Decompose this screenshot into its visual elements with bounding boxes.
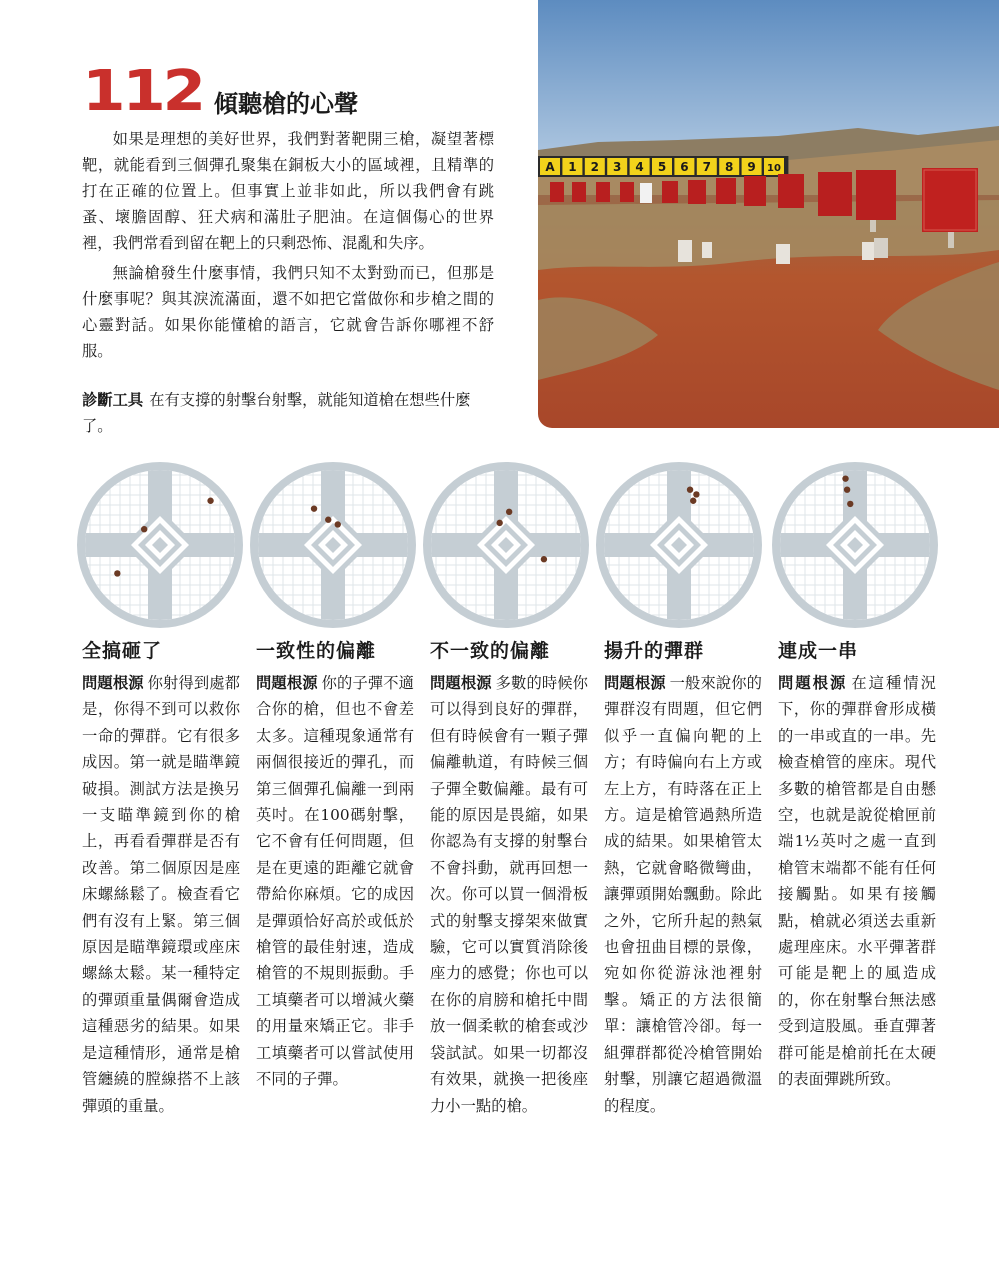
section-text: 你的子彈不適合你的槍，但也不會差太多。這種現象通常有兩個很接近的彈孔，而第三個彈孔偏離一到兩英吋。在100碼射擊，它不會有任何問題，但是在更遠的距離它就會帶給你麻煩。它的成因是彈頭恰好高於或低於槍管的最佳射速，造成槍管的不規則振動。手工填藥者可以增減火藥的用量來矯正它。非手工填藥者可以嘗試使用不同的子彈。 <box>256 674 414 1089</box>
range-sign-label: 5 <box>657 160 667 174</box>
page-number-title: 112 <box>82 59 203 124</box>
target-consistent-offset <box>253 465 413 625</box>
range-photo-illustration <box>538 0 999 428</box>
section-label: 問題根源 <box>256 674 318 692</box>
bullet-hole <box>506 509 512 515</box>
bullet-hole <box>207 498 213 504</box>
section-body <box>604 670 762 1119</box>
section-body <box>82 670 240 1119</box>
section-label: 問題根源 <box>604 674 666 692</box>
section-title: 揚升的彈群 <box>604 640 705 662</box>
section-inconsistent-offset <box>430 638 588 1119</box>
section-label: 問題根源 <box>778 674 848 692</box>
section-body <box>256 670 414 1093</box>
range-sign-label: 6 <box>680 160 689 174</box>
sky <box>538 0 999 150</box>
section-title: 一致性的偏離 <box>256 640 377 662</box>
range-sign-label: 2 <box>590 160 599 174</box>
bullet-hole <box>844 487 850 493</box>
bullet-hole <box>335 521 341 527</box>
bullet-hole <box>690 498 696 504</box>
section-label: 問題根源 <box>82 674 144 692</box>
bullet-hole <box>842 475 848 481</box>
section-rising-group <box>604 638 762 1119</box>
bullet-hole <box>687 487 693 493</box>
page-header <box>82 59 522 124</box>
target-stringing <box>775 465 935 625</box>
range-sign-label: 7 <box>702 160 711 174</box>
bullet-hole <box>325 517 331 523</box>
bullet-hole <box>847 501 853 507</box>
bullet-hole <box>693 491 699 497</box>
target-rising-group <box>599 465 759 625</box>
bullet-hole <box>311 505 317 511</box>
section-label: 問題根源 <box>430 674 492 692</box>
section-body <box>778 670 936 1093</box>
section-title: 連成一串 <box>778 640 859 662</box>
diagnostic-label: 診斷工具 <box>82 391 144 409</box>
range-sign-label: 1 <box>568 160 577 174</box>
section-all-over <box>82 638 240 1119</box>
section-text: 一般來說你的彈群沒有問題，但它們似乎一直偏向靶的上方；有時偏向右上方或左上方，有時落在正上方。這是槍管過熱所造成的結果。如果槍管太熱，它就會略微彎曲，讓彈頭開始飄動。除此之外，它所升起的熱氣也會扭曲目標的景像，宛如你從游泳池裡射擊。矯正的方法很簡單：讓槍管冷卻。每一組彈群都從冷槍管開始射擊，別讓它超過微溫的程度。 <box>604 674 762 1115</box>
section-title: 全搞砸了 <box>82 640 163 662</box>
bullet-hole <box>141 526 147 532</box>
range-sign-label: 8 <box>725 160 734 174</box>
range-sign-label: 9 <box>747 160 756 174</box>
page-title: 傾聽槍的心聲 <box>214 90 358 118</box>
bullet-hole <box>496 520 502 526</box>
target-all-over <box>80 465 240 625</box>
intro-text <box>82 126 494 368</box>
target-inconsistent-offset <box>426 465 586 625</box>
section-stringing <box>778 638 936 1093</box>
range-number-signs <box>538 156 788 177</box>
intro-paragraph-1: 如果是理想的美好世界，我們對著靶開三槍，凝望著標靶，就能看到三個彈孔聚集在銅板大小的區域裡，且精準的打在正確的位置上。但事實上並非如此，所以我們會有跳蚤、壞膽固醇、狂犬病和滿肚子肥油。在這個傷心的世界裡，我們常看到留在靶上的只剩恐怖、混亂和失序。 <box>82 130 494 252</box>
bullet-hole <box>114 570 120 576</box>
intro-paragraph-2: 無論槍發生什麼事情，我們只知不太對勁而已，但那是什麼事呢？與其淚流滿面，還不如把它當做你和步槍之間的心靈對話。如果你能懂槍的語言，它就會告訴你哪裡不舒服。 <box>82 264 494 360</box>
diagnostic-text: 在有支撐的射擊台射擊，就能知道槍在想些什麼了。 <box>82 391 471 435</box>
section-text: 你射得到處都是，你得不到可以救你一命的彈群。它有很多成因。第一就是瞄準鏡破損。測試方法是換另一支瞄準鏡到你的槍上，再看看彈群是否有改善。第二個原因是座床螺絲鬆了。檢查看它們有沒有上緊。第三個原因是瞄準鏡環或座床螺絲太鬆。某一種特定的彈頭重量偶爾會造成這種惡劣的結果。如果是這種情形，通常是槍管纏繞的膛線搭不上該彈頭的重量。 <box>82 674 240 1115</box>
range-sign-label: 10 <box>767 163 781 174</box>
shooting-range-photo <box>538 0 999 428</box>
range-sign-label: 3 <box>613 160 622 174</box>
section-title: 不一致的偏離 <box>430 640 551 662</box>
section-text: 在這種情況下，你的彈群會形成橫的一串或直的一串。先檢查槍管的座床。現代多數的槍管都是自由懸空，也就是說從槍匣前端1½英吋之處一直到槍管末端都不能有任何接觸點。如果有接觸點，槍就必須送去重新處理座床。水平彈著群可能是靶上的風造成的，你在射擊台無法感受到這股風。垂直彈著群可能是槍前托在太硬的表面彈跳所致。 <box>778 674 936 1089</box>
range-sign-label: A <box>545 160 555 174</box>
section-body <box>430 670 588 1119</box>
range-sign-label: 4 <box>635 160 644 174</box>
section-text: 多數的時候你可以得到良好的彈群，但有時候會有一顆子彈偏離軌道，有時候三個子彈全數偏離。最有可能的原因是畏縮，如果你認為有支撐的射擊台不會抖動，就再回想一次。你可以買一個滑板式的射擊支撐架來做實驗，它可以實質消除後座力的感覺；你也可以在你的肩膀和槍托中間放一個柔軟的槍套或沙袋試試。如果一切都沒有效果，就換一把後座力小一點的槍。 <box>430 674 588 1115</box>
diagnostic-tool <box>82 387 494 439</box>
target-diagrams <box>0 462 999 628</box>
section-consistent-offset <box>256 638 414 1093</box>
bullet-hole <box>541 556 547 562</box>
